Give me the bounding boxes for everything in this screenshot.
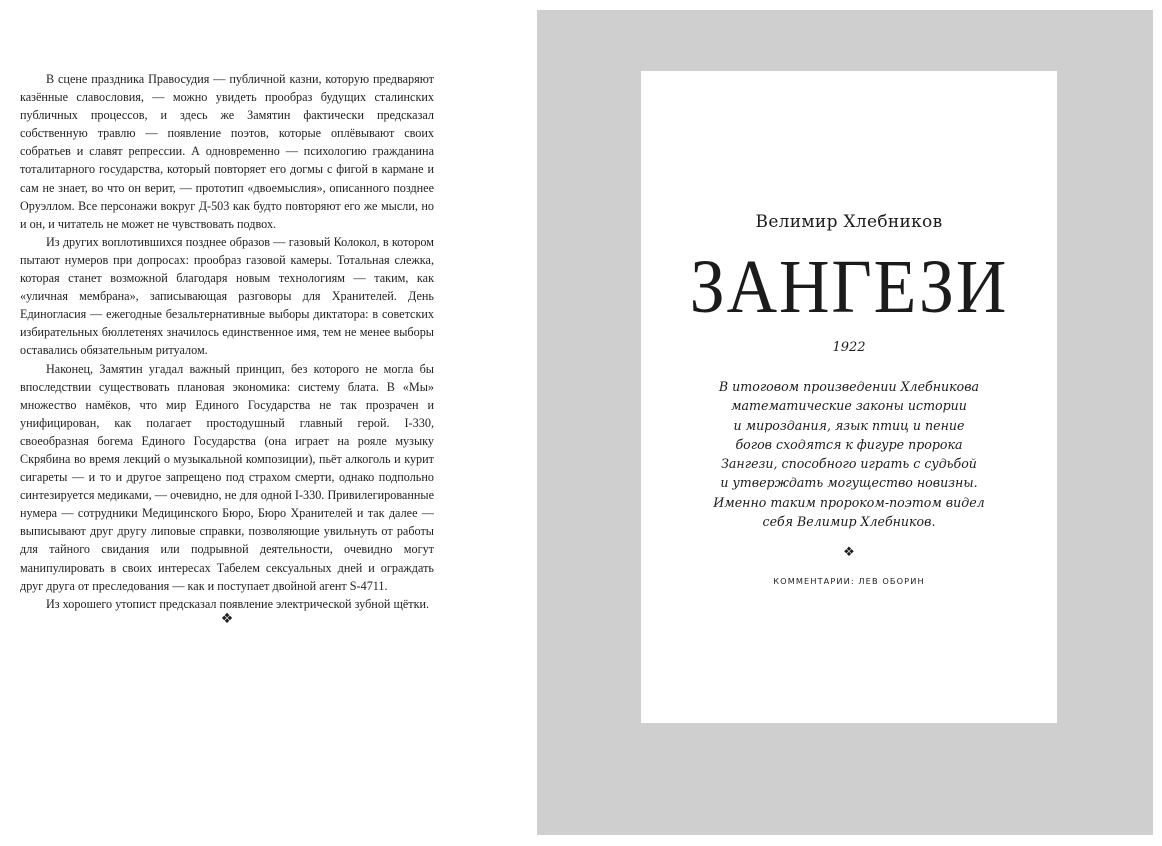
paragraph: В сцене праздника Правосудия — публичной казни, которую предваряют казённые славословия, — можно увидеть прообраз будущих сталинских публичных процессов, и здесь же Замятин фактически предсказал собственную травлю — появление поэтов, которые оплёвывают своих собратьев и славят репрессии. А одновременно — психологию гражданина тоталитарного государства, который повторяет его догмы с фигой в кармане и сам не знает, во что он верит, — прототип «двоемыслия», описанного позднее Оруэллом. Все персонажи вокруг Д-503 как будто повторяют его же мысли, но и он, и читатель не может не чувствовать подвох. [20, 72, 434, 231]
annotation-line: Зангези, способного играть с судьбой [721, 456, 977, 472]
left-page [0, 0, 536, 846]
annotation-line: себя Велимир Хлебников. [762, 514, 936, 530]
annotation-line: и мироздания, язык птиц и пение [733, 417, 965, 433]
paragraph: Наконец, Замятин угадал важный принцип, без которого не могла бы впоследствии существовать плановая экономика: систему блата. В «Мы» множество намёков, что мир Единого Государства не так прозрачен и унифицирован, как полагает простодушный главный герой. I-330, своеобразная богема Единого Государства (она играет на рояле музыку Скрябина во время лекций о музыкальной композиции), пьёт алкоголь и курит сигареты — и то и другое запрещено под страхом смерти, однако подпольно синтезируется медиками, — очевидно, не для одной I-330. Привилегированные нумера — сотрудники Медицинского Бюро, Бюро Хранителей и так далее — выписывают друг другу липовые справки, позволяющие увильнуть от работы для тайного свидания или подрывной деятельности, очевидно могут манипулировать в своих интересах Табелем сексуальных дней и ограждать друг друга от преследования — как и поступает двойной агент S-4711. [20, 361, 434, 593]
paragraph: Из других воплотившихся позднее образов — газовый Колокол, в котором пытают нумеров при допросах: прообраз газовой камеры. Тотальная слежка, которая станет возможной благодаря новым технологиям — таким, как «уличная мембрана», записывающая разговоры для Хранителей. День Единогласия — ежегодные безальтернативные выборы диктатора: в советских избирательных бюллетенях значилось единственное имя, тем не менее выборы оставались обязательным ритуалом. [20, 234, 434, 358]
cover-annotation [699, 377, 999, 531]
annotation-line: богов сходятся к фигуре пророка [735, 436, 963, 452]
annotation-line: математические законы истории [731, 398, 967, 414]
cover-ornament-icon: ❖ [843, 545, 855, 560]
book-cover [641, 71, 1057, 723]
annotation-line: В итоговом произведении Хлебникова [718, 379, 980, 394]
cover-title: ЗАНГЕЗИ [689, 245, 1009, 329]
annotation-line: и утверждать могущество новизны. [720, 475, 978, 491]
body-text [20, 70, 434, 613]
cover-year: 1922 [832, 340, 866, 355]
cover-author: Велимир Хлебников [755, 212, 943, 232]
paragraph: Из хорошего утопист предсказал появление электрической зубной щётки. [46, 596, 430, 611]
annotation-line: Именно таким пророком-поэтом видел [713, 494, 985, 510]
cover-commentary-credit: КОММЕНТАРИИ: ЛЕВ ОБОРИН [773, 576, 925, 586]
section-ornament-icon: ❖ [220, 611, 234, 627]
